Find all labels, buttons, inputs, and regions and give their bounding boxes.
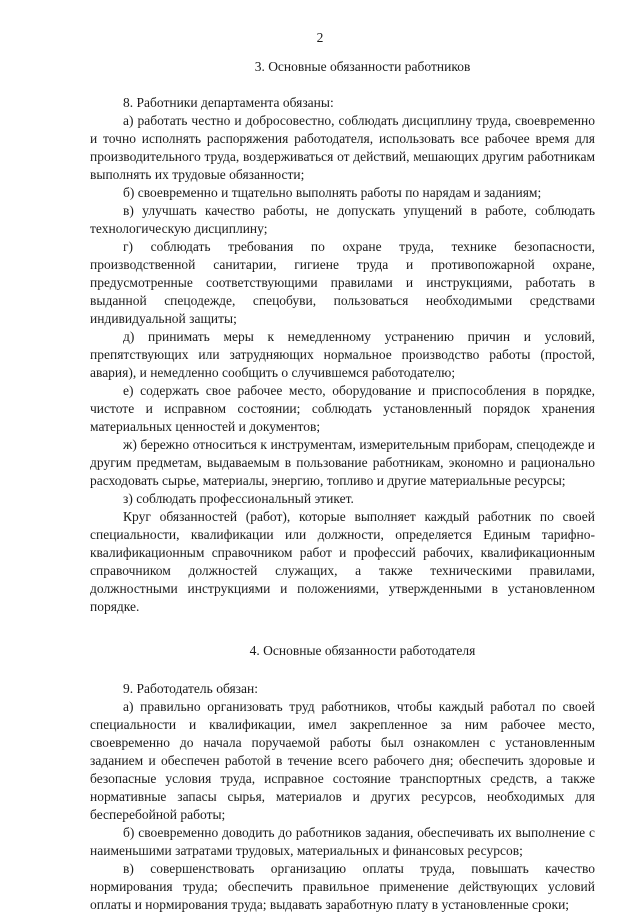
- section-3-intro: 8. Работники департамента обязаны:: [123, 95, 334, 110]
- section-4-item-a: а) правильно организовать труд работников, чтобы каждый работал по своей специальности и квалификации, имел закрепленное за ним рабочее место, своевременно до начала поручаемой работы был ознакомлен с установленным заданием и обеспечен работой в течение всего рабочего дня; обеспечить здоровые и безопасные условия труда, исправное состояние транспортных средств, а также нормативные запасы сырья, материалов и других ресурсов, необходимых для бесперебойной работы;: [90, 699, 595, 822]
- section-3-item-d: д) принимать меры к немедленному устранению причин и условий, препятствующих или затрудняющих нормальное производство работы (простой, авария), и немедленно сообщить о случившемся работодателю;: [90, 329, 595, 380]
- document-body: [90, 58, 595, 914]
- section-3-closing: Круг обязанностей (работ), которые выполняет каждый работник по своей специальности, квалификации или должности, определяется Единым тарифно-квалификационным справочником работ и профессий рабочих, квалификационным справочником должностей служащих, а также техническими правилами, должностными инструкциями и положениями, утвержденными в установленном порядке.: [90, 509, 595, 614]
- section-4-item-b: б) своевременно доводить до работников задания, обеспечивать их выполнение с наименьшими затратами трудовых, материальных и финансовых ресурсов;: [90, 825, 595, 858]
- section-4-title: 4. Основные обязанности работодателя: [249, 643, 476, 658]
- section-3-item-g: г) соблюдать требования по охране труда, технике безопасности, производственной санитарии, гигиене труда и противопожарной охране, предусмотренные соответствующими правилами и инструкциями, работать в выданной спецодежде, спецобуви, пользоваться необходимыми средствами индивидуальной защиты;: [90, 239, 595, 326]
- section-3-item-b: б) своевременно и тщательно выполнять работы по нарядам и заданиям;: [123, 185, 542, 200]
- section-3-title: 3. Основные обязанности работников: [254, 59, 471, 74]
- page-number: 2: [316, 30, 324, 45]
- section-4-item-v: в) совершенствовать организацию оплаты труда, повышать качество нормирования труда; обеспечить правильное применение действующих условий оплаты и нормирования труда; выдавать заработную плату в установленные сроки;: [90, 861, 595, 912]
- section-3-item-v: в) улучшать качество работы, не допускать упущений в работе, соблюдать технологическую дисциплину;: [90, 203, 595, 236]
- section-3-item-z: з) соблюдать профессиональный этикет.: [123, 491, 354, 506]
- section-3-item-zh: ж) бережно относиться к инструментам, измерительным приборам, спецодежде и другим предметам, выдаваемым в пользование работникам, экономно и рационально расходовать сырье, материалы, энергию, топливо и другие материальные ресурсы;: [90, 437, 595, 488]
- section-4-intro: 9. Работодатель обязан:: [123, 681, 258, 696]
- section-3-item-a: а) работать честно и добросовестно, соблюдать дисциплину труда, своевременно и точно исполнять распоряжения работодателя, использовать все рабочее время для производительного труда, воздерживаться от действий, мешающих другим работникам выполнять их трудовые обязанности;: [90, 113, 595, 182]
- section-3-item-e: е) содержать свое рабочее место, оборудование и приспособления в порядке, чистоте и исправном состоянии; соблюдать установленный порядок хранения материальных ценностей и документов;: [90, 383, 595, 434]
